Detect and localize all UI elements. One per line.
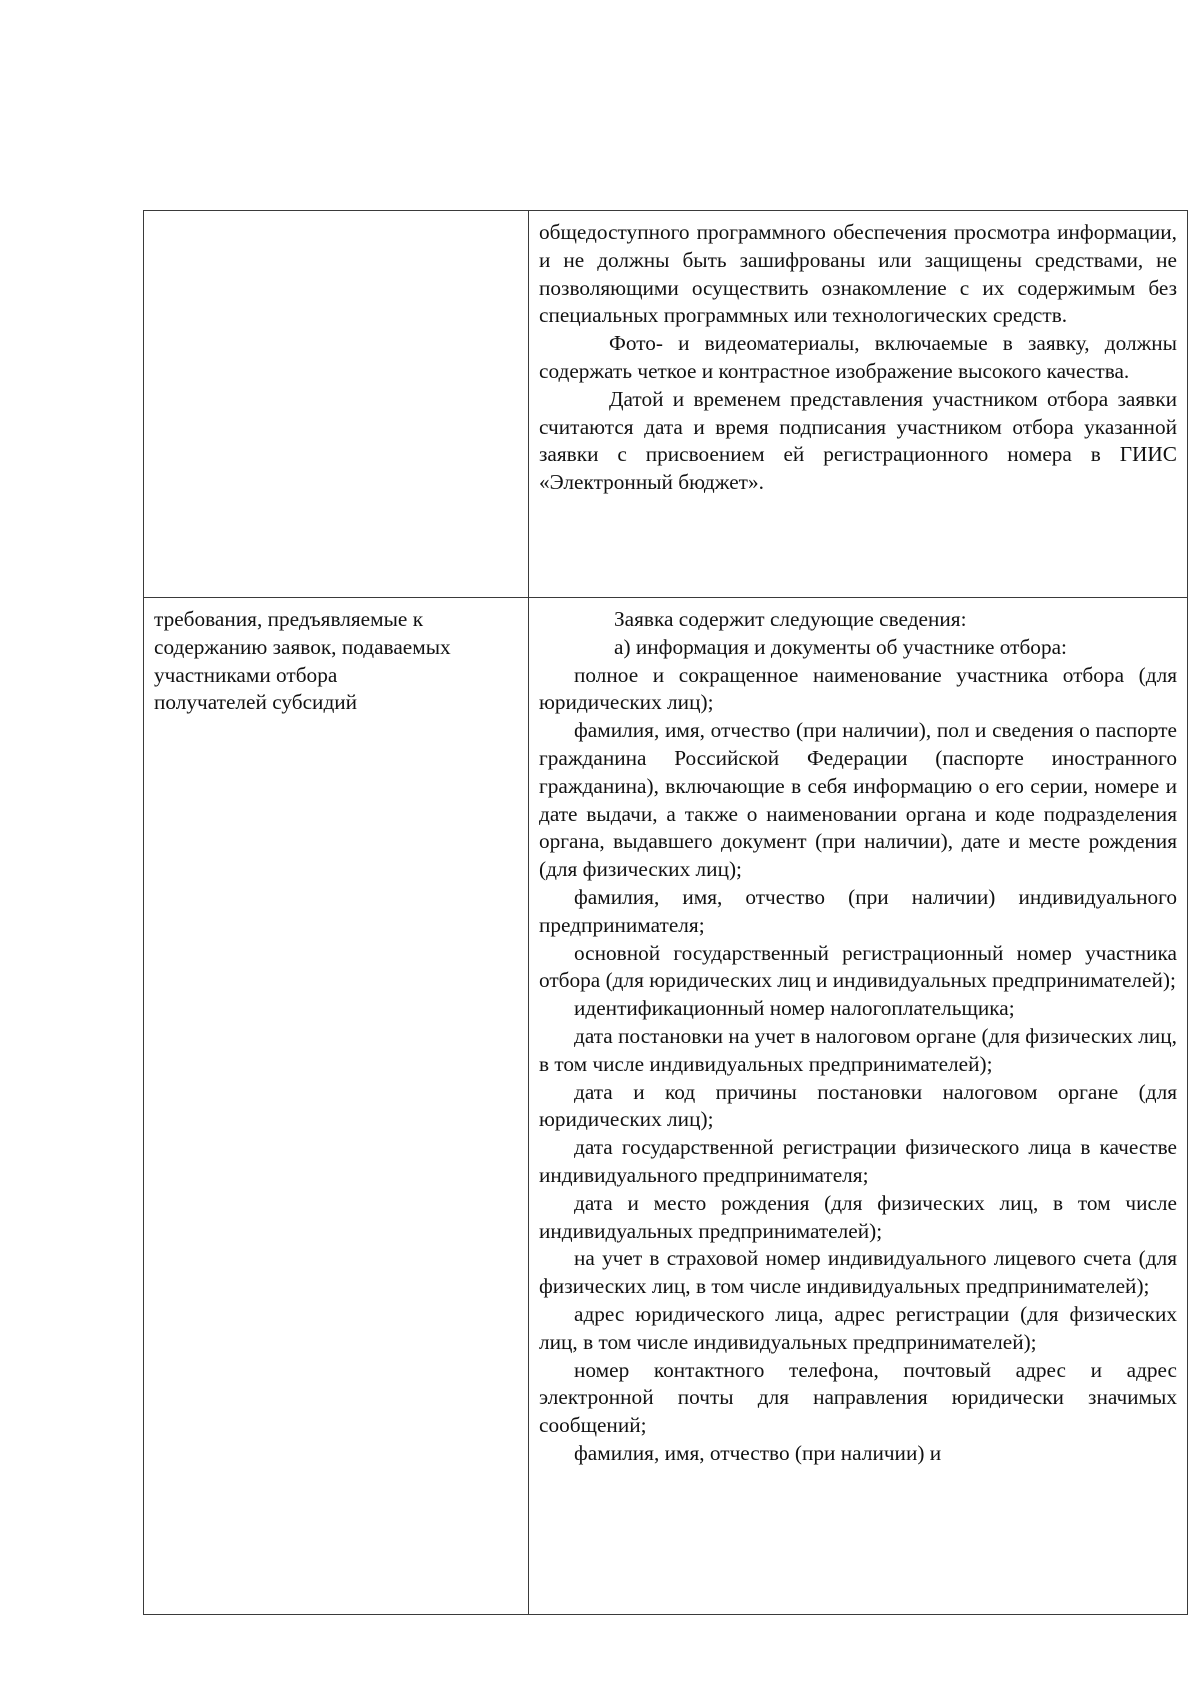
- list-item: фамилия, имя, отчество (при наличии), пол и сведения о паспорте гражданина Российской Федерации (паспорте иностранного гражданина), включающие в себя информацию о его серии, номере и дате выдачи, а также о наименовании органа и коде подразделения органа, выдавшего документ (при наличии), дате и месте рождения (для физических лиц);: [539, 718, 1177, 882]
- paragraph: Датой и временем представления участником отбора заявки считаются дата и время подписания участником отбора указанной заявки с присвоением ей регистрационного номера в ГИИС «Электронный бюджет».: [539, 386, 1177, 495]
- paragraph: общедоступного программного обеспечения просмотра информации, и не должны быть зашифрованы или защищены средствами, не позволяющими осуществить ознакомление с их содержимым без специальных программных или технологических средств.: [539, 220, 1177, 328]
- list-item: номер контактного телефона, почтовый адрес и адрес электронной почты для направления юридически значимых сообщений;: [539, 1357, 1177, 1438]
- list-item: дата постановки на учет в налоговом органе (для физических лиц, в том числе индивидуальных предпринимателей);: [539, 1023, 1177, 1076]
- list-item: идентификационный номер налогоплательщика;: [574, 996, 1015, 1021]
- list-item: адрес юридического лица, адрес регистрации (для физических лиц, в том числе индивидуальных предпринимателей);: [539, 1301, 1177, 1354]
- list-item: дата и код причины постановки налоговом органе (для юридических лиц);: [539, 1079, 1177, 1132]
- list-item: фамилия, имя, отчество (при наличии) и: [574, 1440, 942, 1465]
- list-item: фамилия, имя, отчество (при наличии) индивидуального предпринимателя;: [539, 884, 1177, 937]
- list-item: дата государственной регистрации физического лица в качестве индивидуального предпринимателя;: [539, 1135, 1177, 1187]
- list-item: дата и место рождения (для физических лиц, в том числе индивидуальных предпринимателей);: [539, 1190, 1177, 1243]
- requirements-table: [143, 210, 1188, 1615]
- paragraph: Заявка содержит следующие сведения:: [614, 607, 967, 631]
- table-cell-right: [529, 598, 1188, 1615]
- paragraph: Фото- и видеоматериалы, включаемые в заявку, должны содержать четкое и контрастное изображение высокого качества.: [539, 331, 1177, 383]
- section-label: требования, предъявляемые к содержанию заявок, подаваемых участниками отбора получателей субсидий: [154, 607, 451, 715]
- list-item: на учет в страховой номер индивидуального лицевого счета (для физических лиц, в том числе индивидуальных предпринимателей);: [539, 1246, 1177, 1299]
- table-cell-right: [529, 211, 1188, 598]
- paragraph: а) информация и документы об участнике отбора:: [614, 634, 1067, 659]
- list-item: полное и сокращенное наименование участника отбора (для юридических лиц);: [539, 662, 1177, 715]
- table-row: [144, 598, 1188, 1615]
- table-row: [144, 211, 1188, 598]
- list-item: основной государственный регистрационный номер участника отбора (для юридических лиц и индивидуальных предпринимателей);: [539, 940, 1177, 993]
- table-cell-left: [144, 211, 529, 598]
- table-cell-left: [144, 598, 529, 1615]
